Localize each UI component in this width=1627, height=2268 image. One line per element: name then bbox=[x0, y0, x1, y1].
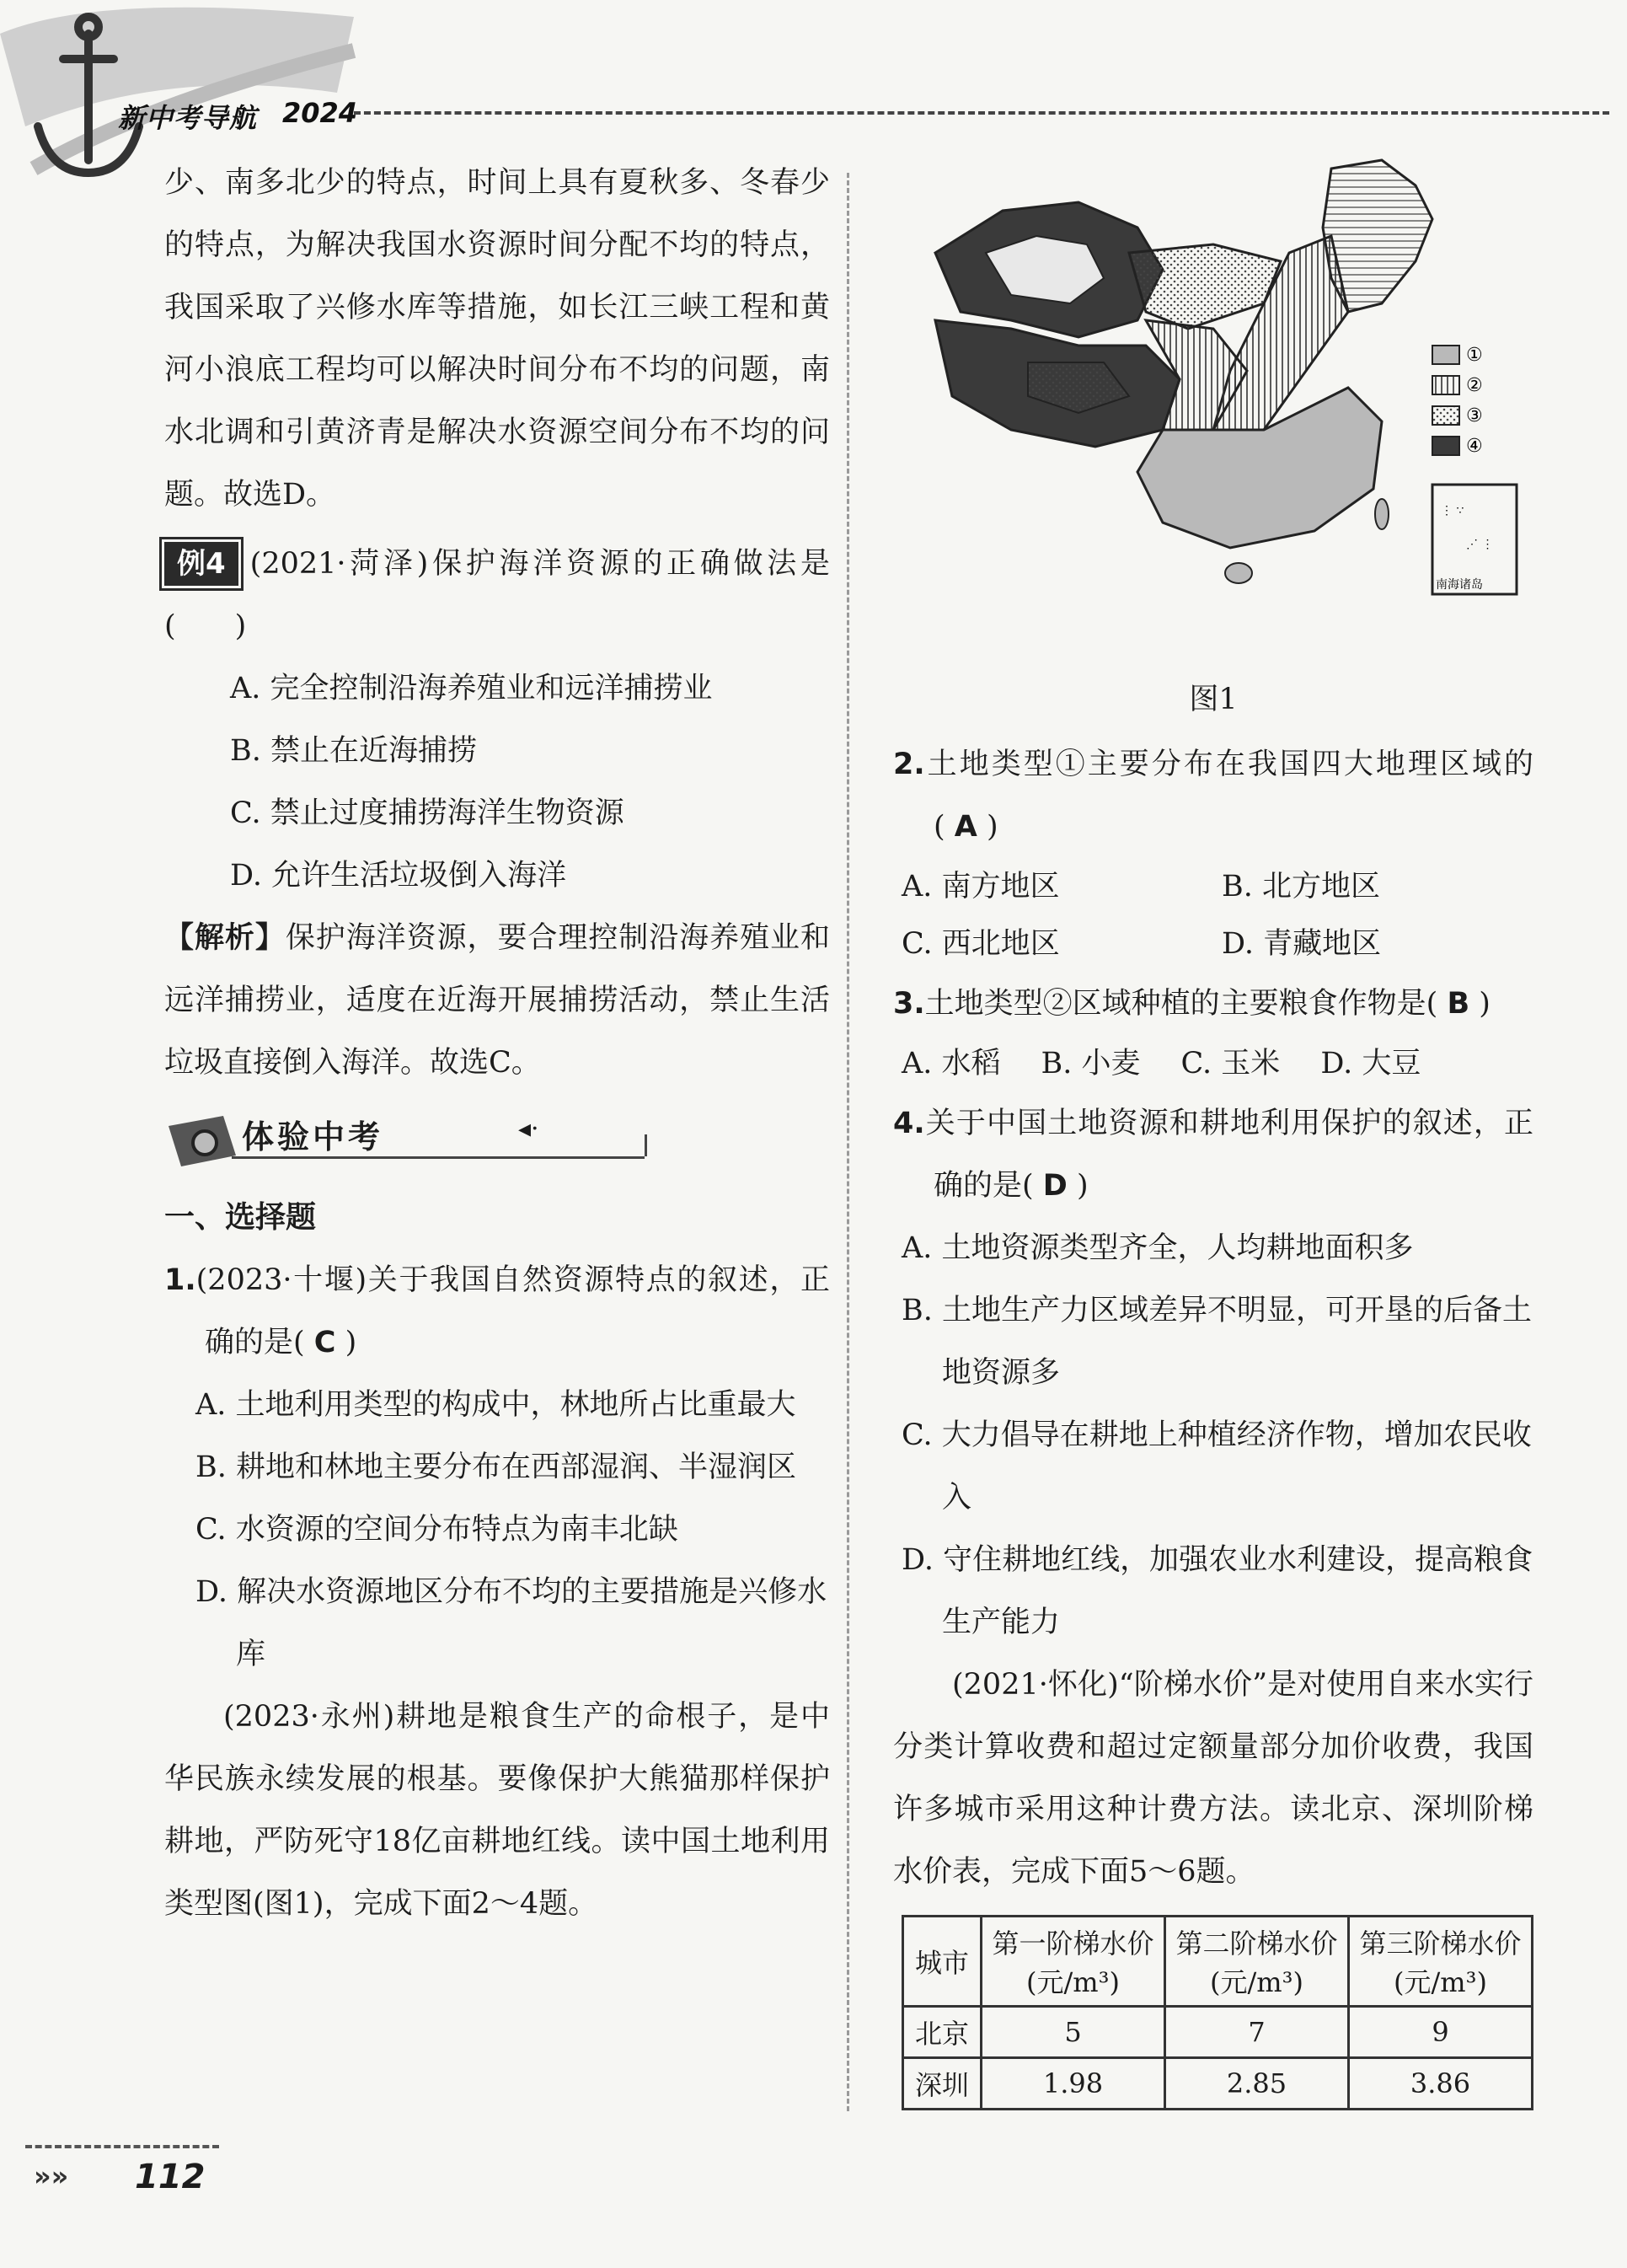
q1-option-d: D. 解决水资源地区分布不均的主要措施是兴修水库 bbox=[195, 1575, 827, 1671]
q4-answer: D bbox=[1042, 1169, 1068, 1203]
q2-options-row1 bbox=[893, 858, 1533, 915]
svg-text:⋮ ∵: ⋮ ∵ bbox=[1441, 504, 1464, 517]
q2-option-d: D. 青藏地区 bbox=[1222, 927, 1382, 961]
table-cell: 3.86 bbox=[1349, 2058, 1533, 2110]
q3-option-c: C. 玉米 bbox=[1180, 1047, 1281, 1080]
analysis-label: 【解析】 bbox=[164, 921, 286, 955]
series-title: 新中考导航 bbox=[118, 102, 258, 134]
example4-option-a: A. 完全控制沿海养殖业和远洋捕捞业 bbox=[230, 672, 713, 705]
q2-stem bbox=[893, 733, 1533, 858]
q1-option-a: A. 土地利用类型的构成中，林地所占比重最大 bbox=[195, 1388, 796, 1422]
continuation-text: 少、南多北少的特点，时间上具有夏秋多、冬春少的特点，为解决我国水资源时间分配不均的特点，我国采取了兴修水库等措施，如长江三峡工程和黄河小浪底工程均可以解决时间分布不均的问题，南水北调和引黄济青是解决水资源空间分布不均的问题。故选D。 bbox=[164, 166, 830, 512]
right-column bbox=[893, 152, 1533, 2110]
table-cell: 1.98 bbox=[982, 2058, 1165, 2110]
section-banner-label: 体验中考 bbox=[242, 1118, 384, 1155]
example4-option-d: D. 允许生活垃圾倒入海洋 bbox=[230, 859, 567, 893]
q4-option-c: C. 大力倡导在耕地上种植经济作物，增加农民收入 bbox=[902, 1418, 1532, 1515]
q2-answer: A bbox=[954, 810, 977, 844]
table-header-row bbox=[903, 1917, 1533, 2007]
example4-option-c: C. 禁止过度捕捞海洋生物资源 bbox=[230, 796, 624, 830]
example4-option-b: B. 禁止在近海捕捞 bbox=[230, 734, 477, 768]
q2-option-a: A. 南方地区 bbox=[902, 870, 1060, 903]
q2-options-row2 bbox=[893, 915, 1533, 973]
table-row bbox=[903, 2058, 1533, 2110]
land-use-map bbox=[910, 152, 1550, 674]
footer-dash bbox=[25, 2145, 219, 2148]
q3-option-d: D. 大豆 bbox=[1320, 1047, 1421, 1080]
china-land-use-map bbox=[910, 152, 1550, 624]
table-cell: 9 bbox=[1349, 2007, 1533, 2058]
table-header-cell: 第一阶梯水价(元/m³) bbox=[982, 1917, 1165, 2007]
footer-arrows-icon: »» bbox=[34, 2160, 69, 2192]
q3-option-a: A. 水稻 bbox=[902, 1047, 1001, 1080]
q4-option-b: B. 土地生产力区域差异不明显，可开垦的后备土地资源多 bbox=[902, 1294, 1532, 1390]
q1-option-b: B. 耕地和林地主要分布在西部湿润、半湿润区 bbox=[195, 1450, 796, 1484]
example4-analysis bbox=[164, 907, 830, 1094]
q2-stem-close: ) bbox=[987, 810, 998, 844]
water-price-table bbox=[902, 1915, 1533, 2110]
q3-stem-close: ) bbox=[1479, 987, 1491, 1021]
table-cell: 深圳 bbox=[903, 2058, 982, 2110]
example4-stem: (2021·菏泽)保护海洋资源的正确做法是( ) bbox=[164, 547, 830, 643]
table-cell: 5 bbox=[982, 2007, 1165, 2058]
example4-stem-line bbox=[164, 533, 830, 657]
q1-stem bbox=[164, 1249, 830, 1374]
column-divider bbox=[847, 173, 849, 2111]
q1-stem-close: ) bbox=[345, 1326, 357, 1359]
q3-stem bbox=[893, 973, 1533, 1035]
header-divider bbox=[354, 111, 1609, 115]
q1-number: 1. bbox=[164, 1263, 196, 1297]
q3-stem-text: 土地类型②区域种植的主要粮食作物是( bbox=[924, 987, 1438, 1021]
table-cell: 北京 bbox=[903, 2007, 982, 2058]
table-cell: 2.85 bbox=[1165, 2058, 1349, 2110]
example-tag: 例4 bbox=[164, 542, 238, 586]
q4-stem-text: 关于中国土地资源和耕地利用保护的叙述，正确的是( bbox=[924, 1107, 1533, 1203]
legend-2: ② bbox=[1466, 375, 1483, 396]
q4-stem-close: ) bbox=[1077, 1169, 1089, 1203]
q4-stem bbox=[893, 1092, 1533, 1217]
south-china-sea-inset bbox=[1432, 485, 1517, 594]
table-header-cell: 城市 bbox=[903, 1917, 982, 2007]
q3-options bbox=[893, 1035, 1533, 1092]
inset-label: 南海诸岛 bbox=[1436, 578, 1483, 592]
section-banner bbox=[164, 1104, 830, 1172]
figure-caption: 图1 bbox=[1189, 683, 1238, 716]
series-year: 2024 bbox=[282, 97, 358, 129]
table-cell: 7 bbox=[1165, 2007, 1349, 2058]
q4-number: 4. bbox=[893, 1107, 925, 1140]
analysis-text: 保护海洋资源，要合理控制沿海养殖业和远洋捕捞业，适度在近海开展捕捞活动，禁止生活垃圾直接倒入海洋。故选C。 bbox=[164, 921, 830, 1080]
camera-badge-icon bbox=[164, 1109, 240, 1168]
section-title: 一、选择题 bbox=[164, 1200, 317, 1235]
q4-option-a: A. 土地资源类型齐全，人均耕地面积多 bbox=[902, 1231, 1414, 1265]
material-text: (2023·永州)耕地是粮食生产的命根子，是中华民族永续发展的根基。要像保护大熊猫那样保护耕地，严防死守18亿亩耕地红线。读中国土地利用类型图(图1)，完成下面2～4题。 bbox=[164, 1700, 830, 1921]
svg-text:⋰ ⋮: ⋰ ⋮ bbox=[1466, 538, 1494, 551]
map-legend bbox=[1432, 345, 1483, 457]
legend-4: ④ bbox=[1466, 436, 1483, 457]
q2-stem-text: 土地类型①主要分布在我国四大地理区域的( bbox=[924, 748, 1533, 844]
page-number: 112 bbox=[135, 2158, 206, 2196]
q2-number: 2. bbox=[893, 748, 925, 781]
left-column bbox=[164, 152, 830, 1935]
table-header-cell: 第三阶梯水价(元/m³) bbox=[1349, 1917, 1533, 2007]
q2-option-c: C. 西北地区 bbox=[902, 927, 1060, 961]
q2-option-b: B. 北方地区 bbox=[1222, 870, 1380, 903]
q1-option-c: C. 水资源的空间分布特点为南丰北缺 bbox=[195, 1513, 678, 1547]
table-row bbox=[903, 2007, 1533, 2058]
q4-option-d: D. 守住耕地红线，加强农业水利建设，提高粮食生产能力 bbox=[902, 1543, 1533, 1639]
banner-arrow-icon: ◂· bbox=[518, 1114, 539, 1144]
legend-1: ① bbox=[1466, 345, 1483, 366]
q3-answer: B bbox=[1447, 987, 1470, 1021]
material2-text: (2021·怀化)“阶梯水价”是对使用自来水实行分类计算收费和超过定额量部分加价收费，我国许多城市采用这种计费方法。读北京、深圳阶梯水价表，完成下面5～6题。 bbox=[893, 1668, 1533, 1889]
q1-answer: C bbox=[313, 1326, 336, 1359]
legend-3: ③ bbox=[1466, 405, 1483, 426]
q1-stem-text: (2023·十堰)关于我国自然资源特点的叙述，正确的是( bbox=[195, 1263, 830, 1359]
table-header-cell: 第二阶梯水价(元/m³) bbox=[1165, 1917, 1349, 2007]
q3-number: 3. bbox=[893, 987, 925, 1021]
q3-option-b: B. 小麦 bbox=[1041, 1047, 1141, 1080]
